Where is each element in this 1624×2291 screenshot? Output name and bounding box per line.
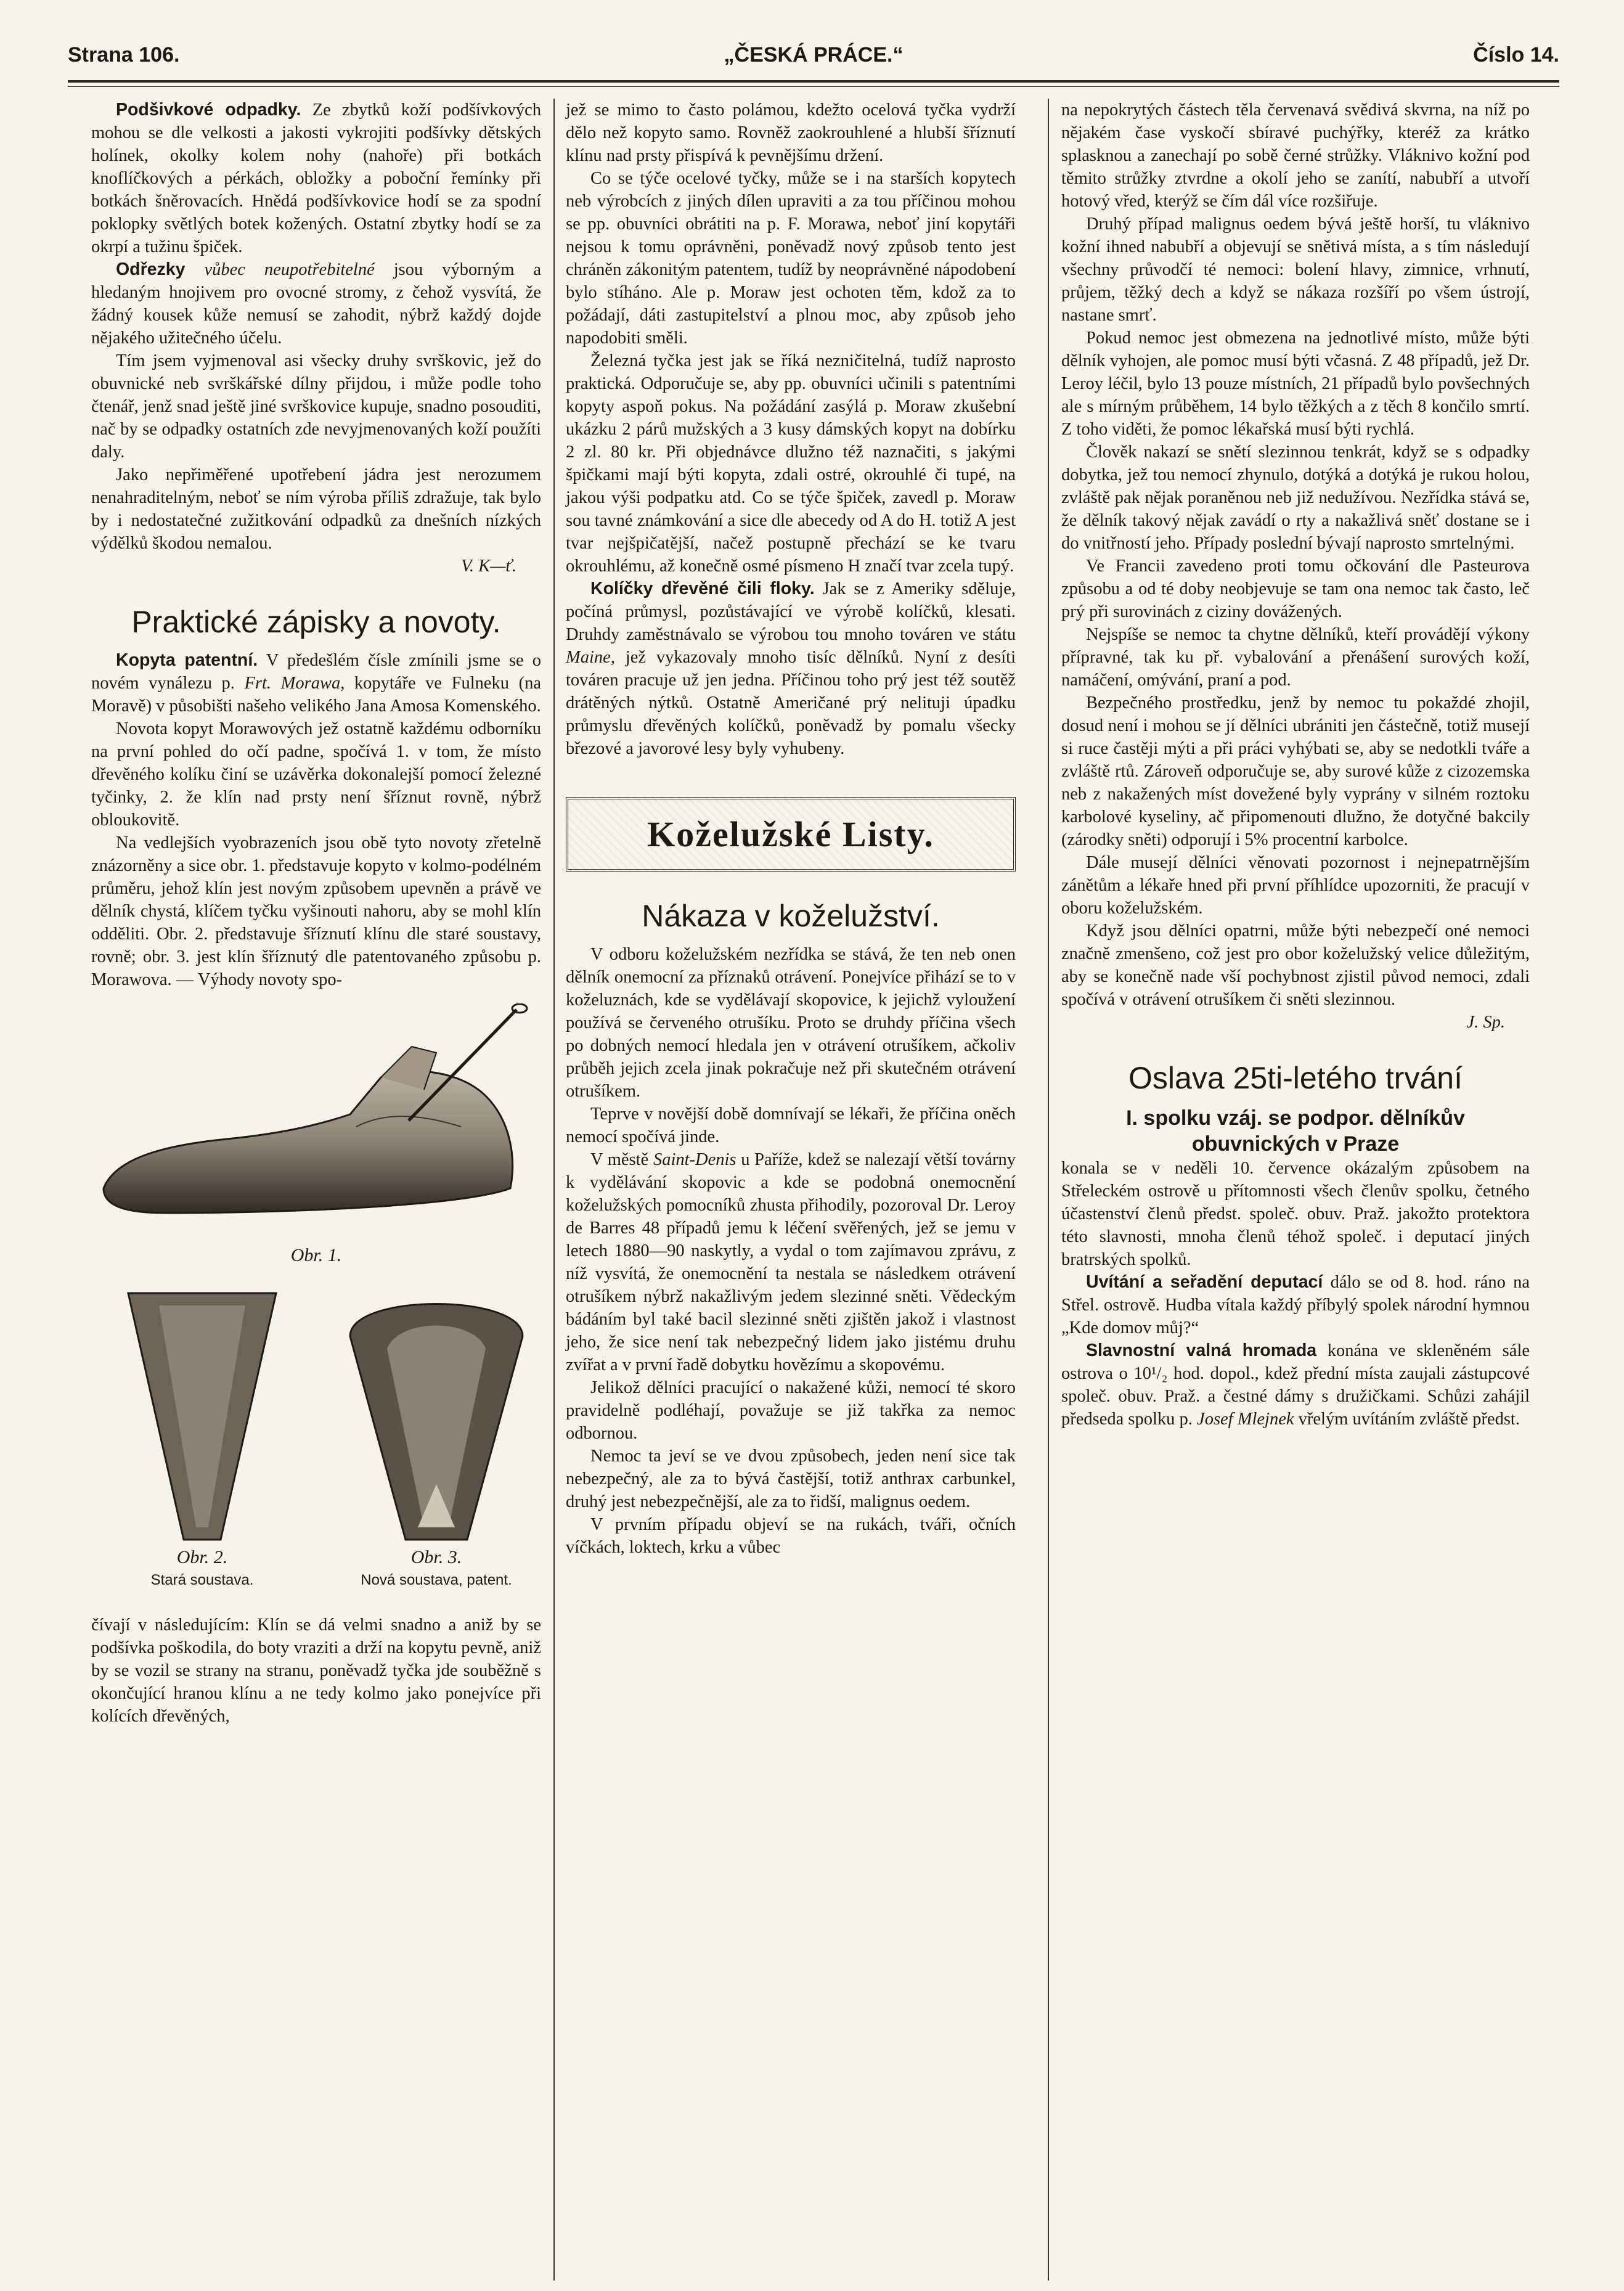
paragraph: Na vedlejších vyobrazeních jsou obě tyto novoty zřetelně znázorněny a sice obr. 1. představuje kopyto v kolmo-podélném průměru, jehož klín jest novým způsobem upevněn a právě ve dělník chystá, klíčem tyčku vyšinouti nahoru, aby se mohl klín odděliti. Obr. 2. představuje šříznutí klínu dle staré soustavy, rovně; obr. 3. jest klín šříznutý dle patentovaného způsobu p. Morawova. — Výhody novoty spo- — [91, 833, 541, 989]
paragraph: Pokud nemoc jest obmezena na jednotlivé místo, může býti dělník vyhojen, ale pomoc musí býti včasná. Z 48 případů, jež Dr. Leroy léčil, bylo 13 pouze místních, 21 případů bylo povšechných ale s mírným průběhem, 14 bylo těžkých a z těch 8 končilo smrtí. Z toho viděti, že pomoc lékařská musí býti rychlá. — [1061, 329, 1530, 439]
page-header — [68, 43, 1559, 80]
paragraph: Člověk nakazí se snětí slezinnou tenkrát, když se s odpadky dobytka, jež tou nemocí zhynulo, dotýká a dotýká je rukou holou, zvláště pak nějak poraněnou neb již nedužívou. Nezřídka stává se, že dělník takový nějak zavádí o rty a nakažlivá sněť dostane se i do vnitřností jeho. Případy poslední bývají naprosto smrtelnými. — [1061, 443, 1530, 553]
paragraph: konala se v neděli 10. července okázalým způsobem na Střeleckém ostrově u přítomnosti všech členův spolku, četného účastenství členů předst. společ. obuv. Praž. jakožto protektora této slavnosti, mnoha členů téhož společ. i deputací jiných bratrských spolků. — [1061, 1159, 1530, 1269]
figure-2-subcaption: Stará soustava. — [150, 1572, 254, 1588]
figure-2-caption: Obr. 2. — [176, 1547, 228, 1567]
author-signature: J. Sp. — [1466, 1013, 1505, 1032]
section-title: Nákaza v koželužství. — [642, 899, 940, 933]
figure-1-caption: Obr. 1. — [290, 1245, 342, 1265]
koželužské-listy-banner: Koželužské Listy. — [566, 797, 1016, 872]
newspaper-title: „ČESKÁ PRÁCE.“ — [724, 43, 904, 67]
column-3 — [1061, 99, 1530, 1431]
paragraph: Odřezky vůbec neupotřebitelné jsou výborným a hledaným hnojivem pro ovocné stromy, z čehož vysvítá, že žádný kousek kůže nemusí se zahodit, nýbrž každý dojde nějakého užitečného účelu. — [91, 259, 542, 348]
paragraph: jež se mimo to často polámou, kdežto ocelová tyčka vydrží dělo než kopyto samo. Rovněž zaokrouhlené a hlubší šříznutí klínu nad prsty přispívá k pevnějšímu držení. — [566, 100, 1016, 165]
section-subheading: I. spolku vzáj. se podpor. dělníkův obuvnických v Praze — [1126, 1106, 1465, 1156]
paragraph: Jelikož dělníci pracující o nakažené kůži, nemocí té skoro pravidelně podléhají, považuje se již takřka za nemoc odbornou. — [566, 1378, 1016, 1443]
issue-number: Číslo 14. — [1473, 43, 1559, 67]
figure-2-labels — [91, 1546, 313, 1591]
wedge-new-illustration — [325, 1281, 547, 1546]
paragraph: Bezpečného prostředku, jenž by nemoc tu pokaždé zhojil, dosud není i mohou se jí dělníci ubrániti jen částečně, totiž musejí si ruce častěji mýti a při práci vyhýbati se, aby se nedotkli tváře a zvláště rtů. Zároveň odporučuje se, aby surové kůže z cizozemska neb z nakažených míst dovežené byly vyprány v silném roztoku karbolové kyseliny, ač připomenouti dlužno, že dotyčné bakcily (zárodky sněti) odporují i 5% procentní karbolce. — [1061, 693, 1530, 849]
figure-wedges — [91, 1281, 541, 1601]
paragraph: Nemoc ta jeví se ve dvou způsobech, jeden není sice tak nebezpečný, ale za to bývá častější, totiž anthrax carbunkel, druhý jest nebezpečnější, ale za to řidší, malignus oedem. — [566, 1447, 1016, 1511]
paragraph: Druhý případ malignus oedem bývá ještě horší, tu vláknivo kožní ihned nabubří a objevují se snětivá místa, a s tím následují všechny průvodčí té nemoci: bolení hlavy, zimnice, vrhnutí, průjem, těžký dech a když se nákaza rozšíří po všem ústrojí, nastane smrť. — [1061, 214, 1530, 325]
figure-shoe-last — [91, 1003, 541, 1268]
paragraph: na nepokrytých částech těla červenavá svědivá skvrna, na níž po nějakém čase vyskočí sbíravé puchýřky, kteréž za krátko splasknou a zanechají po sobě černé strůžky. Vláknivo kožní pod těmito strůžky ztvrdne a okolí jeho se zanítí, nabubří a utvoří hotový vřed, kterýž se čím dál více rozšiřuje. — [1061, 100, 1530, 211]
paragraph: Teprve v novější době domnívají se lékaři, že příčina oněch nemocí spočívá jinde. — [566, 1105, 1016, 1146]
paragraph: Podšivkové odpadky. Ze zbytků koží podšívkových mohou se dle velkosti a jakosti vykrojiti podšívky dětských holínek, okolky kolem nohy (nahoře) při botkách knoflíčkových a pérkách, obložky a poboční řemínky při botkách šněrovacích. Hnědá podšívkovice hodí se za spodní poklopky světlých botek kožených. Ostatní zbytky hodí se za okrpí a tužinu špiček. — [91, 100, 542, 256]
paragraph: Když jsou dělníci opatrni, může býti nebezpečí oné nemoci značně zmenšeno, což jest pro obor koželužský velice důležitým, aby se konečně nade vší pochybnost zjistil původ nemoci, zdali spočívá v otrávení otrušíkem či sněti slezinnou. — [1061, 921, 1530, 1009]
paragraph: Co se týče ocelové tyčky, může se i na starších kopytech neb výrobcích z jiných dílen upraviti a za tou příčinou mohou se pp. obuvníci obrátiti na p. F. Morawa, neboť jiní kopytáři nejsou k tomu oprávněni, poněvadž nový způsob tento jest chráněn zákonitým patentem, tudíž by neoprávněné nápodobení bylo stíháno. Ale p. Moraw jest ochoten těm, kdož za to požádají, dáti zastupitelství a plnou moc, aby způsob jeho napodobiti směli. — [566, 169, 1016, 348]
wedge-old-illustration — [91, 1281, 313, 1546]
paragraph: V prvním případu objeví se na rukách, tváři, očních víčkách, loktech, krku a vůbec — [566, 1515, 1016, 1557]
paragraph: Slavnostní valná hromada konána ve skleněném sále ostrova o 10¹/₂ hod. dopol., kdež přední místa zaujali zástupcové společ. obuv. Praž. a čestné dámy s družičkami. Schůzi zahájil předseda spolku p. Josef Mlejnek vřelým uvítáním zvláště předst. — [1061, 1341, 1530, 1429]
figure-3-labels — [325, 1546, 547, 1591]
author-signature: V. K—ť. — [461, 557, 516, 576]
paragraph: Uvítání a seřadění deputací dálo se od 8. hod. ráno na Střel. ostrově. Hudba vítala každý příbylý spolek národní hymnou „Kde domov můj?“ — [1061, 1272, 1530, 1337]
figure-3-caption: Obr. 3. — [410, 1547, 462, 1567]
paragraph: čívají v následujícím: Klín se dá velmi snadno a aniž by se podšívka poškodila, do boty vraziti a drží na kopytu pevně, aniž by se vozil se strany na stranu, poněvadž tyčka jde souběžně s okončující hranou klínu a ne tedy kolmo jako ponejvíce při kolících dřevěných, — [91, 1615, 541, 1726]
paragraph: Novota kopyt Morawových jež ostatně každému odborníku na první pohled do očí padne, spočívá 1. v tom, že místo dřevěného kolíku činí se uzávěrka dokonalejší pomocí železné tyčinky, 2. že klín nad prsty není šříznut rovně, nýbrž obloukovitě. — [91, 719, 541, 830]
section-title: Oslava 25ti-letého trvání — [1128, 1061, 1463, 1095]
section-title: Praktické zápisky a novoty. — [131, 605, 501, 639]
page-number: Strana 106. — [68, 43, 180, 67]
header-rule — [68, 80, 1559, 87]
paragraph: Tím jsem vyjmenoval asi všecky druhy svrškovic, jež do obuvnické neb svrškářské dílny přijdou, i může podle toho čtenář, jenž snad ještě jiné svrškovice kupuje, snadno posouditi, nač by se odpadky ostatních zde nevyjmenovaných koží použíti daly. — [91, 351, 541, 462]
paragraph: Dále musejí dělníci věnovati pozornost i nejnepatrnějším zánětům a lékaře hned při první příhlídce upozorniti, že pracují v oboru koželužském. — [1061, 853, 1530, 918]
column-2 — [566, 99, 1016, 1559]
paragraph: Železná tyčka jest jak se říká nezničitelná, tudíž naprosto praktická. Odporučuje se, aby pp. obuvníci učinili s patentními kopyty aspoň pokus. Na požádání zasýlá p. Moraw zkušební ukázku 2 párů mužských a 3 kusy dámských kopyt na dobírku 2 zl. 80 kr. Při objednávce dlužno též naznačiti, s jakými špičkami mají býti kopyta, zdali ostré, okrouhlé či tupé, na jakou výši podpatku atd. Co se týče špiček, zavedl p. Moraw sou tavné známkování a sice dle abecedy od A do H. totiž A jest tvar nejšpičatější, načež postupně přechází se ke tvaru okrouhlému, až konečně osmé písmeno H značí tvar zcela tupý. — [566, 351, 1016, 576]
paragraph: Ve Francii zavedeno proti tomu očkování dle Pasteurova způsobu a od té doby neobjevuje se tam ona nemoc tak často, leč prý při surovinách z ciziny dovážených. — [1061, 557, 1530, 621]
column-1 — [91, 99, 541, 1728]
paragraph: Nejspíše se nemoc ta chytne dělníků, kteří provádějí výkony přípravné, tak ku př. vybalování a přenášení surových koží, namáčení, omývání, praní a pod. — [1061, 625, 1530, 690]
paragraph: Kolíčky dřevěné čili floky. Jak se z Ameriky sděluje, počíná průmysl, pozůstávající ve výrobě kolíčků, klesati. Druhdy zaměstnávalo se výrobou tou mnoho továren ve státu Maine, jež vykazovaly mnoho tisíc dělníků. Nyní z desíti továren pracuje už jen jedna. Příčinou toho prý jest též soutěž drátěných nýtků. Ostatně Američané prý nelituji úpadku průmyslu dřevěných kolíčků, poněvadž by pomalu všecky březové a javorové lesy byly vyhubeny. — [566, 579, 1016, 758]
paragraph: V odboru koželužském nezřídka se stává, že ten neb onen dělník onemocní za příznaků otrávení. Ponejvíce přihází se to v koželuznách, kde se vydělávají skopovice, k jejichž vyloužení používá se červeného otrušíku. Proto se druhdy příčina všech po dobných nemocí hledala jen v otrávení otrušíkem, ačkoliv průběh jejich zcela jinak pokračuje než při skutečném otrávení otrušíkem. — [566, 945, 1016, 1101]
paragraph: V městě Saint-Denis u Paříže, kdež se nalezají větší továrny k vydělávání skopovic a kde se podobná onemocnění koželužských pomocníků zhusta přihodily, pozoroval Dr. Leroy de Barres 48 případů jemu k léčení svěřených, jež se jemu v letech 1880—90 naskytly, a vydal o tom zajímavou zprávu, z níž vysvítá, že onemocnění ta nestala se následkem otrávení otrušíkem nýbrž nakažlivým jedem slezinné sněti. Vědeckým bádáním byl také bacil slezinné sněti zjištěn jakož i vlastnost jeho, že sice není tak nebezpečný lidem jako jistému druhu zvířat a v první řadě dobytku hovězímu a skopovému. — [566, 1150, 1016, 1374]
column-divider-1 — [553, 99, 555, 2281]
column-divider-2 — [1048, 99, 1049, 2281]
paragraph: Jako nepřiměřené upotřebení jádra jest nerozumem nenahraditelným, neboť se ním výroba příliš zdražuje, tak bylo by i nedostatečné zužitkování odpadků za dnešních nízkých výdělků škodou nemalou. — [91, 465, 541, 553]
paragraph: Kopyta patentní. V předešlém čísle zmínili jsme se o novém vynálezu p. Frt. Morawa, kopytáře ve Fulneku (na Moravě) v působišti našeho velikého Jana Amosa Komenského. — [91, 650, 541, 716]
figure-3-subcaption: Nová soustava, patent. — [361, 1572, 512, 1588]
shoe-last-illustration — [91, 1003, 541, 1238]
